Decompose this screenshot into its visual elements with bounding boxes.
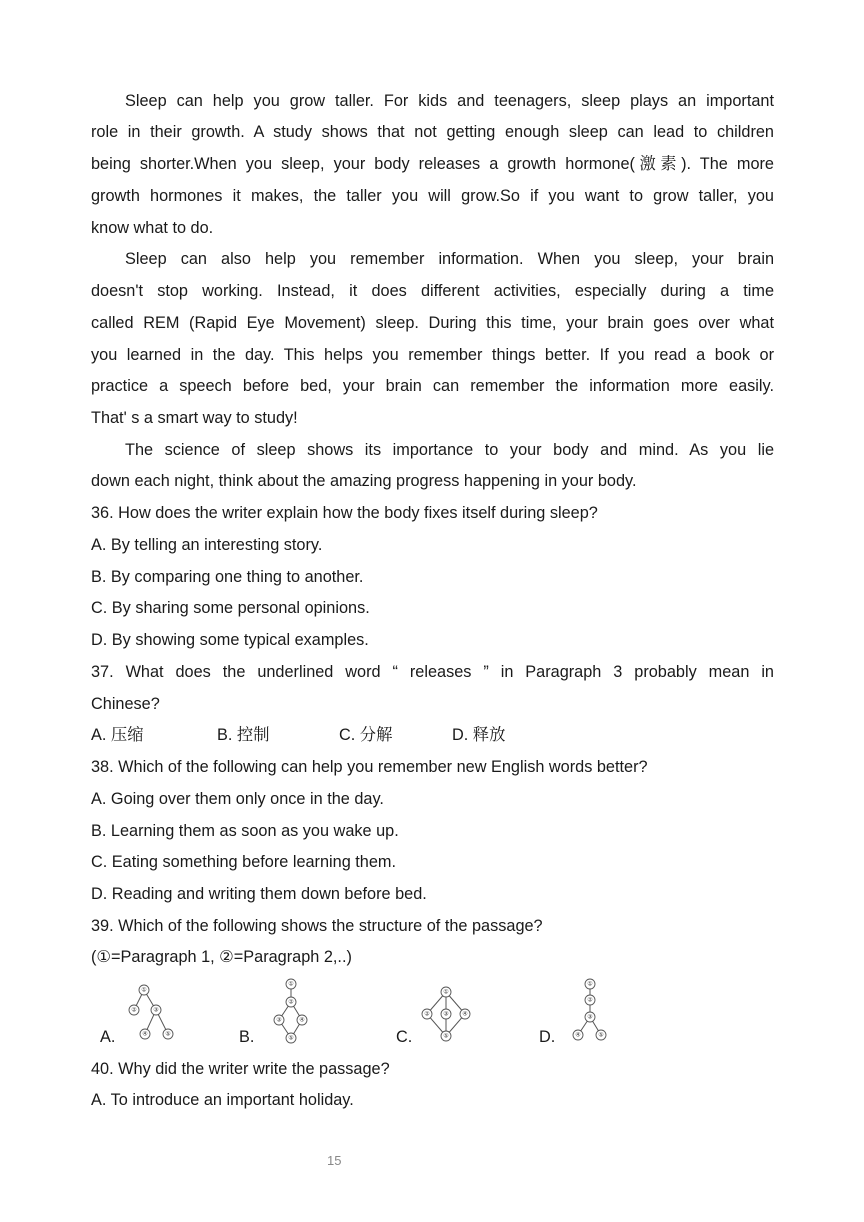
passage-line: practice a speech before bed, your brain can remember the information more easily. [91, 377, 774, 395]
question-stem: Chinese? [91, 695, 160, 713]
node-label: ⑤ [288, 1034, 294, 1042]
answer-option: D. By showing some typical examples. [91, 631, 369, 649]
option-label-c: C. [396, 1028, 413, 1046]
node-label: ② [131, 1006, 137, 1014]
structure-diagram-a [120, 980, 190, 1046]
answer-option: A. Going over them only once in the day. [91, 790, 384, 808]
node-label: ① [587, 980, 593, 988]
passage-line: role in their growth. A study shows that not getting enough sleep can lead to children [91, 123, 774, 141]
passage-line: called REM (Rapid Eye Movement) sleep. During this time, your brain goes over what [91, 314, 774, 332]
node-label: ③ [276, 1016, 282, 1024]
node-label: ② [587, 996, 593, 1004]
answer-option: C. By sharing some personal opinions. [91, 599, 370, 617]
question-note: (①=Paragraph 1, ②=Paragraph 2,..) [91, 948, 352, 966]
passage-line: Sleep can help you grow taller. For kids and teenagers, sleep plays an important [125, 92, 774, 110]
answer-option: B. 控制 [217, 726, 270, 744]
node-label: ④ [575, 1031, 581, 1039]
question-stem: 38. Which of the following can help you remember new English words better? [91, 758, 648, 776]
node-label: ⑤ [165, 1030, 171, 1038]
passage-line: That' s a smart way to study! [91, 409, 298, 427]
question-stem: 40. Why did the writer write the passage? [91, 1060, 390, 1078]
node-label: ② [288, 998, 294, 1006]
answer-option: B. By comparing one thing to another. [91, 568, 364, 586]
option-label-a: A. [100, 1028, 116, 1046]
passage-line: down each night, think about the amazing progress happening in your body. [91, 472, 637, 490]
node-label: ② [424, 1010, 430, 1018]
passage-line: The science of sleep shows its importance to your body and mind. As you lie [125, 441, 774, 459]
passage-line: doesn't stop working. Instead, it does different activities, especially during a time [91, 282, 774, 300]
structure-diagram-c [416, 982, 478, 1046]
passage-line: Sleep can also help you remember information. When you sleep, your brain [125, 250, 774, 268]
node-label: ⑤ [598, 1031, 604, 1039]
passage-line: you learned in the day. This helps you remember things better. If you read a book or [91, 346, 774, 364]
option-label-d: D. [539, 1028, 556, 1046]
answer-option: C. Eating something before learning them. [91, 853, 396, 871]
answer-option: B. Learning them as soon as you wake up. [91, 822, 399, 840]
answer-option: D. 释放 [452, 726, 506, 744]
answer-option: A. By telling an interesting story. [91, 536, 323, 554]
answer-option: A. To introduce an important holiday. [91, 1091, 354, 1109]
node-label: ① [443, 988, 449, 996]
node-label: ① [141, 986, 147, 994]
structure-diagram-b [266, 976, 316, 1048]
question-stem: 39. Which of the following shows the structure of the passage? [91, 917, 543, 935]
answer-option: D. Reading and writing them down before bed. [91, 885, 427, 903]
node-label: ① [288, 980, 294, 988]
structure-diagram-d [566, 976, 614, 1046]
node-label: ④ [142, 1030, 148, 1038]
option-label-b: B. [239, 1028, 255, 1046]
passage-line: being shorter.When you sleep, your body releases a growth hormone(激素). The more [91, 155, 774, 173]
node-label: ③ [153, 1006, 159, 1014]
passage-line: growth hormones it makes, the taller you will grow.So if you want to grow taller, you [91, 187, 774, 205]
node-label: ④ [299, 1016, 305, 1024]
answer-option: A. 压缩 [91, 726, 144, 744]
question-stem: 36. How does the writer explain how the body fixes itself during sleep? [91, 504, 598, 522]
question-stem: 37. What does the underlined word “ releases ” in Paragraph 3 probably mean in [91, 663, 774, 681]
node-label: ③ [443, 1010, 449, 1018]
page-number: 15 [327, 1153, 342, 1168]
node-label: ③ [587, 1013, 593, 1021]
node-label: ⑤ [443, 1032, 449, 1040]
answer-option: C. 分解 [339, 726, 393, 744]
passage-line: know what to do. [91, 219, 214, 237]
node-label: ④ [462, 1010, 468, 1018]
